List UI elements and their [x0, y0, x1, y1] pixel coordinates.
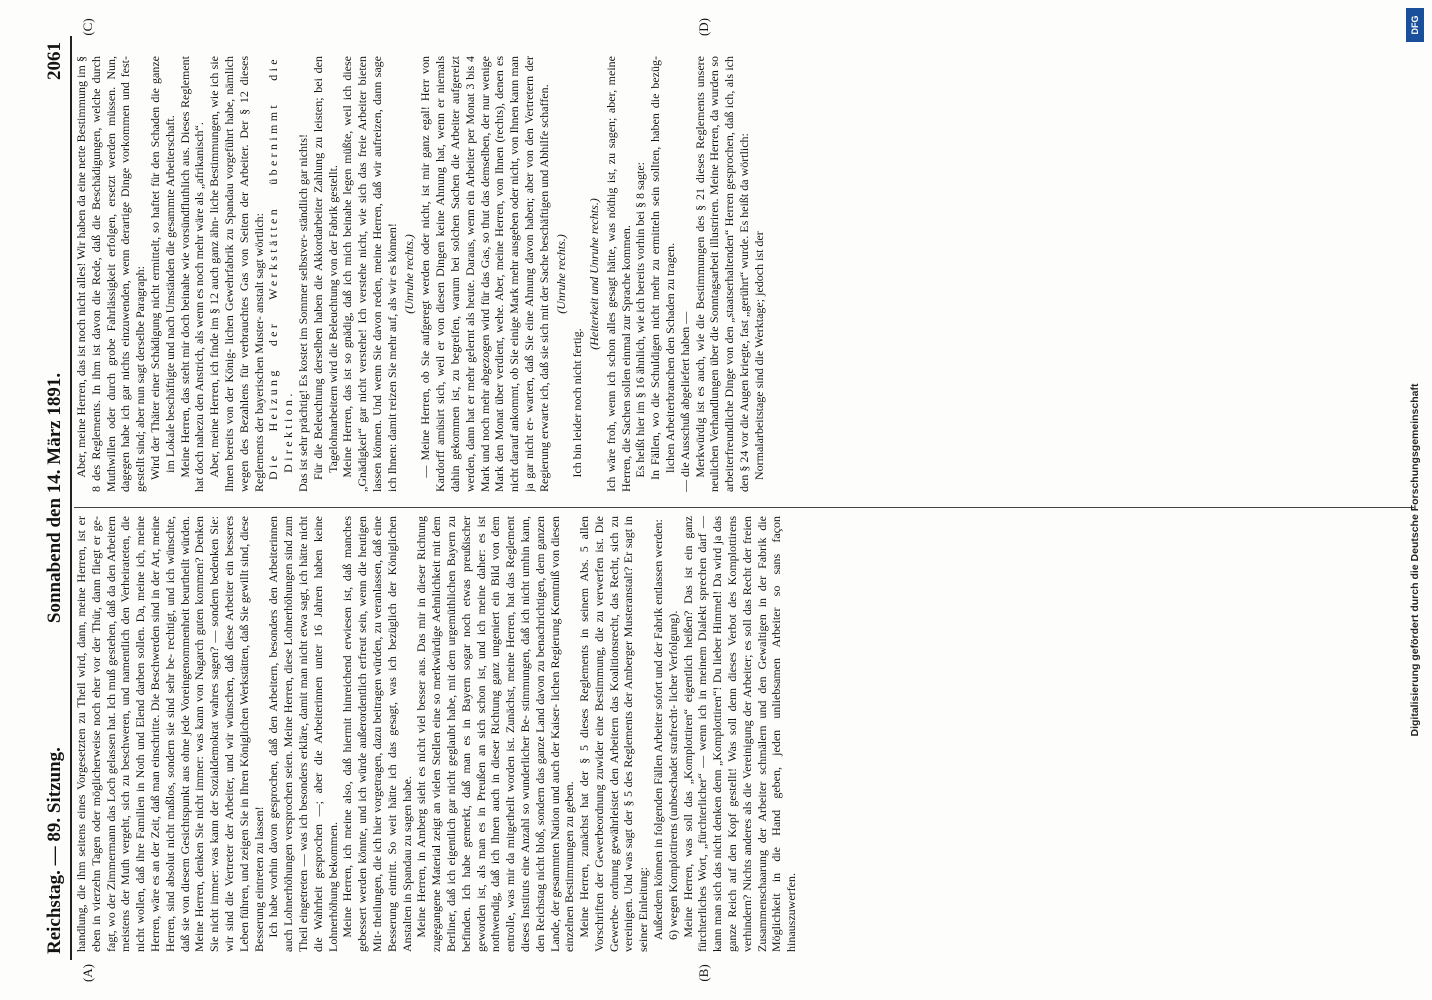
quoted-paragraph: Für die Beleuchtung derselben haben die Akkordarbeiter Zahlung zu leisten; bei den Tagelohnarbeitern wird die Beleuchtung von der Fabrik gestellt.	[310, 56, 340, 480]
quoted-paragraph: 6) wegen Komplottirens (unbeschadet strafrecht- licher Verfolgung).	[665, 610, 680, 940]
quoted-paragraph: Außerdem können in folgenden Fällen Arbeiter sofort und der Fabrik entlassen werden:	[651, 519, 666, 940]
paragraph: Es heißt hier im § 16 ähnlich, wie ich bereits vorhin bei § 8 sagte:	[633, 162, 648, 478]
header-session: Reichstag. — 89. Sitzung.	[44, 747, 65, 954]
paragraph: Meine Herren, das steht mir doch beinahe wie vorsündfluthlich aus. Dieses Reglement hat doch nahezu den Anstrich, als wenn es noch mehr wäre als „afrikanisch“.	[177, 56, 207, 492]
paragraph: Ich wäre froh, wenn ich schon alles gesagt hätte, was nöthig ist, zu sagen; aber, meine Herren, die Sachen sollen einmal zur Sprache kommen.	[603, 56, 633, 492]
left-text-column	[74, 516, 1424, 952]
paragraph: Ich habe vorhin davon gesprochen, daß den Arbeitern, besonders den Arbeiterinnen auch Lohnerhöhungen versprochen seien. Meine Herren, diese Lohnerhöhungen sind zum Theil eingetreten — was ich besonders erkläre, damit man nicht etwa sagt, ich hätte nicht die Wahrheit gesprochen —; aber die Arbeiterinnen unter 16 Jahren haben keine Lohnerhöhung bekommen.	[266, 516, 340, 952]
digitization-credit-strip	[1400, 0, 1430, 1000]
page-header	[40, 36, 70, 960]
paragraph: Meine Herren, in Amberg sieht es nicht viel besser aus. Das mir in dieser Richtung zugegangene Material zeigt an vielen Stellen eine so merkwürdige Aehnlichkeit mit dem Berliner, daß ich eigentlich gar nicht geglaubt habe, mit dem urgemüthlichen Bayern zu befinden. Ich habe gemerkt, daß man es in Bayern sogar noch etwas preußischer geworden ist, als man es in Preußen an sich schon ist, und ich meine daher: es ist nothwendig, daß ich Ihnen auch in dieser Richtung ganz ungeniert ein Bild von dem entrolle, was mir da mitgetheilt worden ist. Zunächst, meine Herren, hat das Reglement dieses Instituts eine Anzahl so wunderlicher Be- stimmungen, daß ich nicht umhin kann, den Reichstag nicht bloß, sondern das ganze Land davon zu benachrichtigen, dem ganzen Lande, der gesammten Nation und auch der Kaiser- lichen Regierung Kenntniß von diesen einzelnen Bestimmungen zu geben.	[414, 516, 577, 952]
right-text-column	[74, 56, 1424, 492]
paragraph: Das ist sehr prächtig! Es kostet im Sommer selbstver- ständlich gar nichts!	[295, 133, 310, 492]
paragraph: Merkwürdig ist es auch, wie die Bestimmungen des § 21 dieses Reglements unsere neulichen Verhandlungen über die Sonntagsarbeit illustriren. Meine Herren, da wurden so arbeiterfreundliche Dinge von den „staatserhaltenden“ Herren gesprochen, daß ich, als ich den § 24 vor die Augen kriegte, fast „gerührt“ wurde. Es heißt da wörtlich:	[692, 56, 752, 492]
digitization-credit-text: Digitalisierung gefördert durch die Deutsche Forschungsgemeinschaft	[1409, 383, 1421, 737]
paragraph: — Meine Herren, ob Sie aufgeregt werden oder nicht, ist mir ganz egal! Herr von Kardorff amüsirt sich, weil er von diesen Dingen keine Ahnung hat, wenn er niemals dahin gekommen ist, zu begreifen, warum bei solchen Sachen die Arbeiter aufgereizt werden, dann hat er mehr gelernt als heute. Daraus, wenn ein Arbeiter per Monat 3 bis 4 Mark und noch mehr abgezogen wird für das Gas, so thut das demselben, der nur wenige Mark den Monat über verdient, wehe. Aber, meine Herren, von Ihnen (rechts), denen es nicht darauf ankommt, ob Sie einige Mark mehr ausgeben oder nicht, von Ihnen kann man ja gar nicht er- warten, daß Sie eine Ahnung davon haben; aber von den Vertretern der Regierung erwarte ich, daß sie sich mit der Sache beschäftigen und Abhilfe schaffen.	[418, 56, 551, 492]
stage-direction: (Unruhe rechts.)	[553, 234, 568, 314]
stage-direction: (Heiterkeit und Unruhe rechts.)	[587, 198, 602, 350]
paragraph: Meine Herren, das ist so gnädig, daß ich mich beinahe legen müßte, weil ich diese „Gnädigkeit“ gar nicht verstehe! Ich verstehe nicht, wie sich das freie Arbeiter bieten lassen können. Und wenn Sie davon reden, meine Herren, daß wir aufreizen, dann sage ich Ihnen: damit reizen Sie mehr auf, als wir es können!	[340, 56, 399, 492]
dfg-logo	[1406, 8, 1424, 42]
column-rule	[74, 507, 1414, 508]
paragraph: Ich bin leider noch nicht fertig.	[570, 328, 585, 478]
dfg-logo-text: DFG	[1410, 15, 1420, 35]
header-date: Sonnabend den 14. März 1891.	[44, 372, 65, 624]
paragraph: Aber, meine Herren, ich finde im § 12 auch ganz ähn- liche Bestimmungen, wie ich sie Ihnen bereits von der König- lichen Gewehrfabrik zu Spandau vorgeführt habe, nämlich wegen des Bezahlens für verbrauchtes Gas von Seiten der Arbeiter. Der § 12 dieses Reglements der bayerischen Muster- anstalt sagt wörtlich:	[207, 56, 266, 492]
header-rule	[70, 36, 72, 960]
quoted-paragraph: Wird der Thäter einer Schädigung nicht ermittelt, so haftet für den Schaden die ganze im Lokale beschäftigte und nach Umständen die gesammte Arbeiterschaft.	[147, 56, 177, 480]
paragraph: Meine Herren, zunächst hat der § 5 dieses Reglements in seinem Abs. 5 allen Vorschriften der Gewerbeordnung zuwider eine Bestimmung, die zu verwerfen ist. Die Gewerbe- ordnung gewährleistet den Arbeitern das Koalitionsrecht, das Recht, sich zu vereinigen. Und was sagt der § 5 des Reglements der Amberger Musteranstalt? Er sagt in seiner Einleitung:	[577, 516, 651, 952]
quoted-paragraph: Normalarbeitstage sind die Werktage; jedoch ist der	[751, 231, 766, 480]
header-page-number: 2061	[44, 42, 65, 80]
paragraph: Meine Herren, ich meine also, daß hiermit hinreichend erwiesen ist, daß manches gebessert werden könnte, und ich würde außerordentlich erfreut sein, wenn die heutigen Mit- theilungen, die ich hier vorgetragen, dazu beitragen würden, zu veranlassen, daß eine Besserung eintritt. So weit hätte ich das gesagt, was ich bezüglich der Königlichen Anstalten in Spandau zu sagen habe.	[340, 516, 414, 952]
paragraph: Meine Herren, was soll das „Komplottiren“ eigentlich heißen? Das ist ein ganz fürchterliches Wort, „fürchterlicher“ — wenn ich in meinem Dialekt sprechen darf — kann man sich das nicht denken denn „Komplottiren“! Du lieber Himmel! Da wird ja das ganze Reich auf den Kopf gestellt! Was soll denn dieses Verbot des Komplottirens verhindern? Nichts anderes als die Vereinigung der Arbeiter; es soll das Recht der freien Zusammenschaarung der Arbeiter schmälern und den Gewaltigen in der Fabrik die Möglichkeit in die Hand geben, jeden unliebsamen Arbeiter so sans façon hinauszuwerfen.	[680, 516, 799, 952]
margin-marker-d: (D)	[696, 17, 711, 37]
quoted-paragraph: Die Heizung der Werkstätten übernimmt die Direktion.	[266, 56, 296, 480]
margin-marker-a: (A)	[80, 963, 95, 983]
quoted-paragraph: In Fällen, wo die Schuldigen nicht mehr zu ermitteln sein sollten, haben die bezüg- lichen Arbeiterbranchen den Schaden zu tragen.	[648, 56, 678, 480]
paragraph: handlung, die ihm seitens eines Vorgesetzten zu Theil wird, dann, meine Herren, ist er eben in vierzehn Tagen oder möglicherweise noch eher vor der Thür, dann fliegt er ge- fagt, wo der Zimmermann das Loch gelassen hat. Ich muß gestehen, daß da den Arbeitern meistens der Muth vergeht, sich zu beschweren, und namentlich den Verheirateten, die nicht wollen, daß ihre Familien in Noth und Elend darben sollen. Da, meine ich, meine Herren, wäre es an der Zeit, daß man einschritte. Die Beschwerden sind in der Art, meine Herren, sind absolut nicht maßlos, sondern sie sind sehr be- rechtigt, und ich wünschte, daß sie von diesem Gesichtspunkt aus ohne jede Voreingenommenheit beurtheilt würden. Meine Herren, denken Sie nicht immer: was kann von Nagarch guten kommen? Denken Sie nicht immer: was kann der Sozialdemokrat wahres sagen? — sondern bedenken Sie: wir sind die Vertreter der Arbeiter, und wir wünschen, daß diese Arbeiter ein besseres Leben führen, und zeigen Sie in Ihren Königlichen Werkstätten, daß Sie gewillt sind, diese Besserung eintreten zu lassen!	[74, 516, 266, 952]
paragraph: — die Ausschuß abgeliefert haben —	[677, 311, 692, 492]
stage-direction: (Unruhe rechts.)	[401, 234, 416, 314]
margin-marker-b: (B)	[696, 964, 711, 982]
margin-marker-c: (C)	[80, 18, 95, 36]
paragraph: Aber, meine Herren, das ist noch nicht alles! Wir haben da eine nette Bestimmung im § 8 des Reglements. In ihm ist davon die Rede, daß die Beschädigungen, welche durch Muthwillen oder durch grobe Fahrlässigkeit erfolgen, ersetzt werden müssen. Nun, dagegen habe ich gar nichts einzuwenden, wenn derartige Dinge vorkommen und fest- gestellt sind; aber nun sagt derselbe Paragraph:	[74, 56, 148, 492]
